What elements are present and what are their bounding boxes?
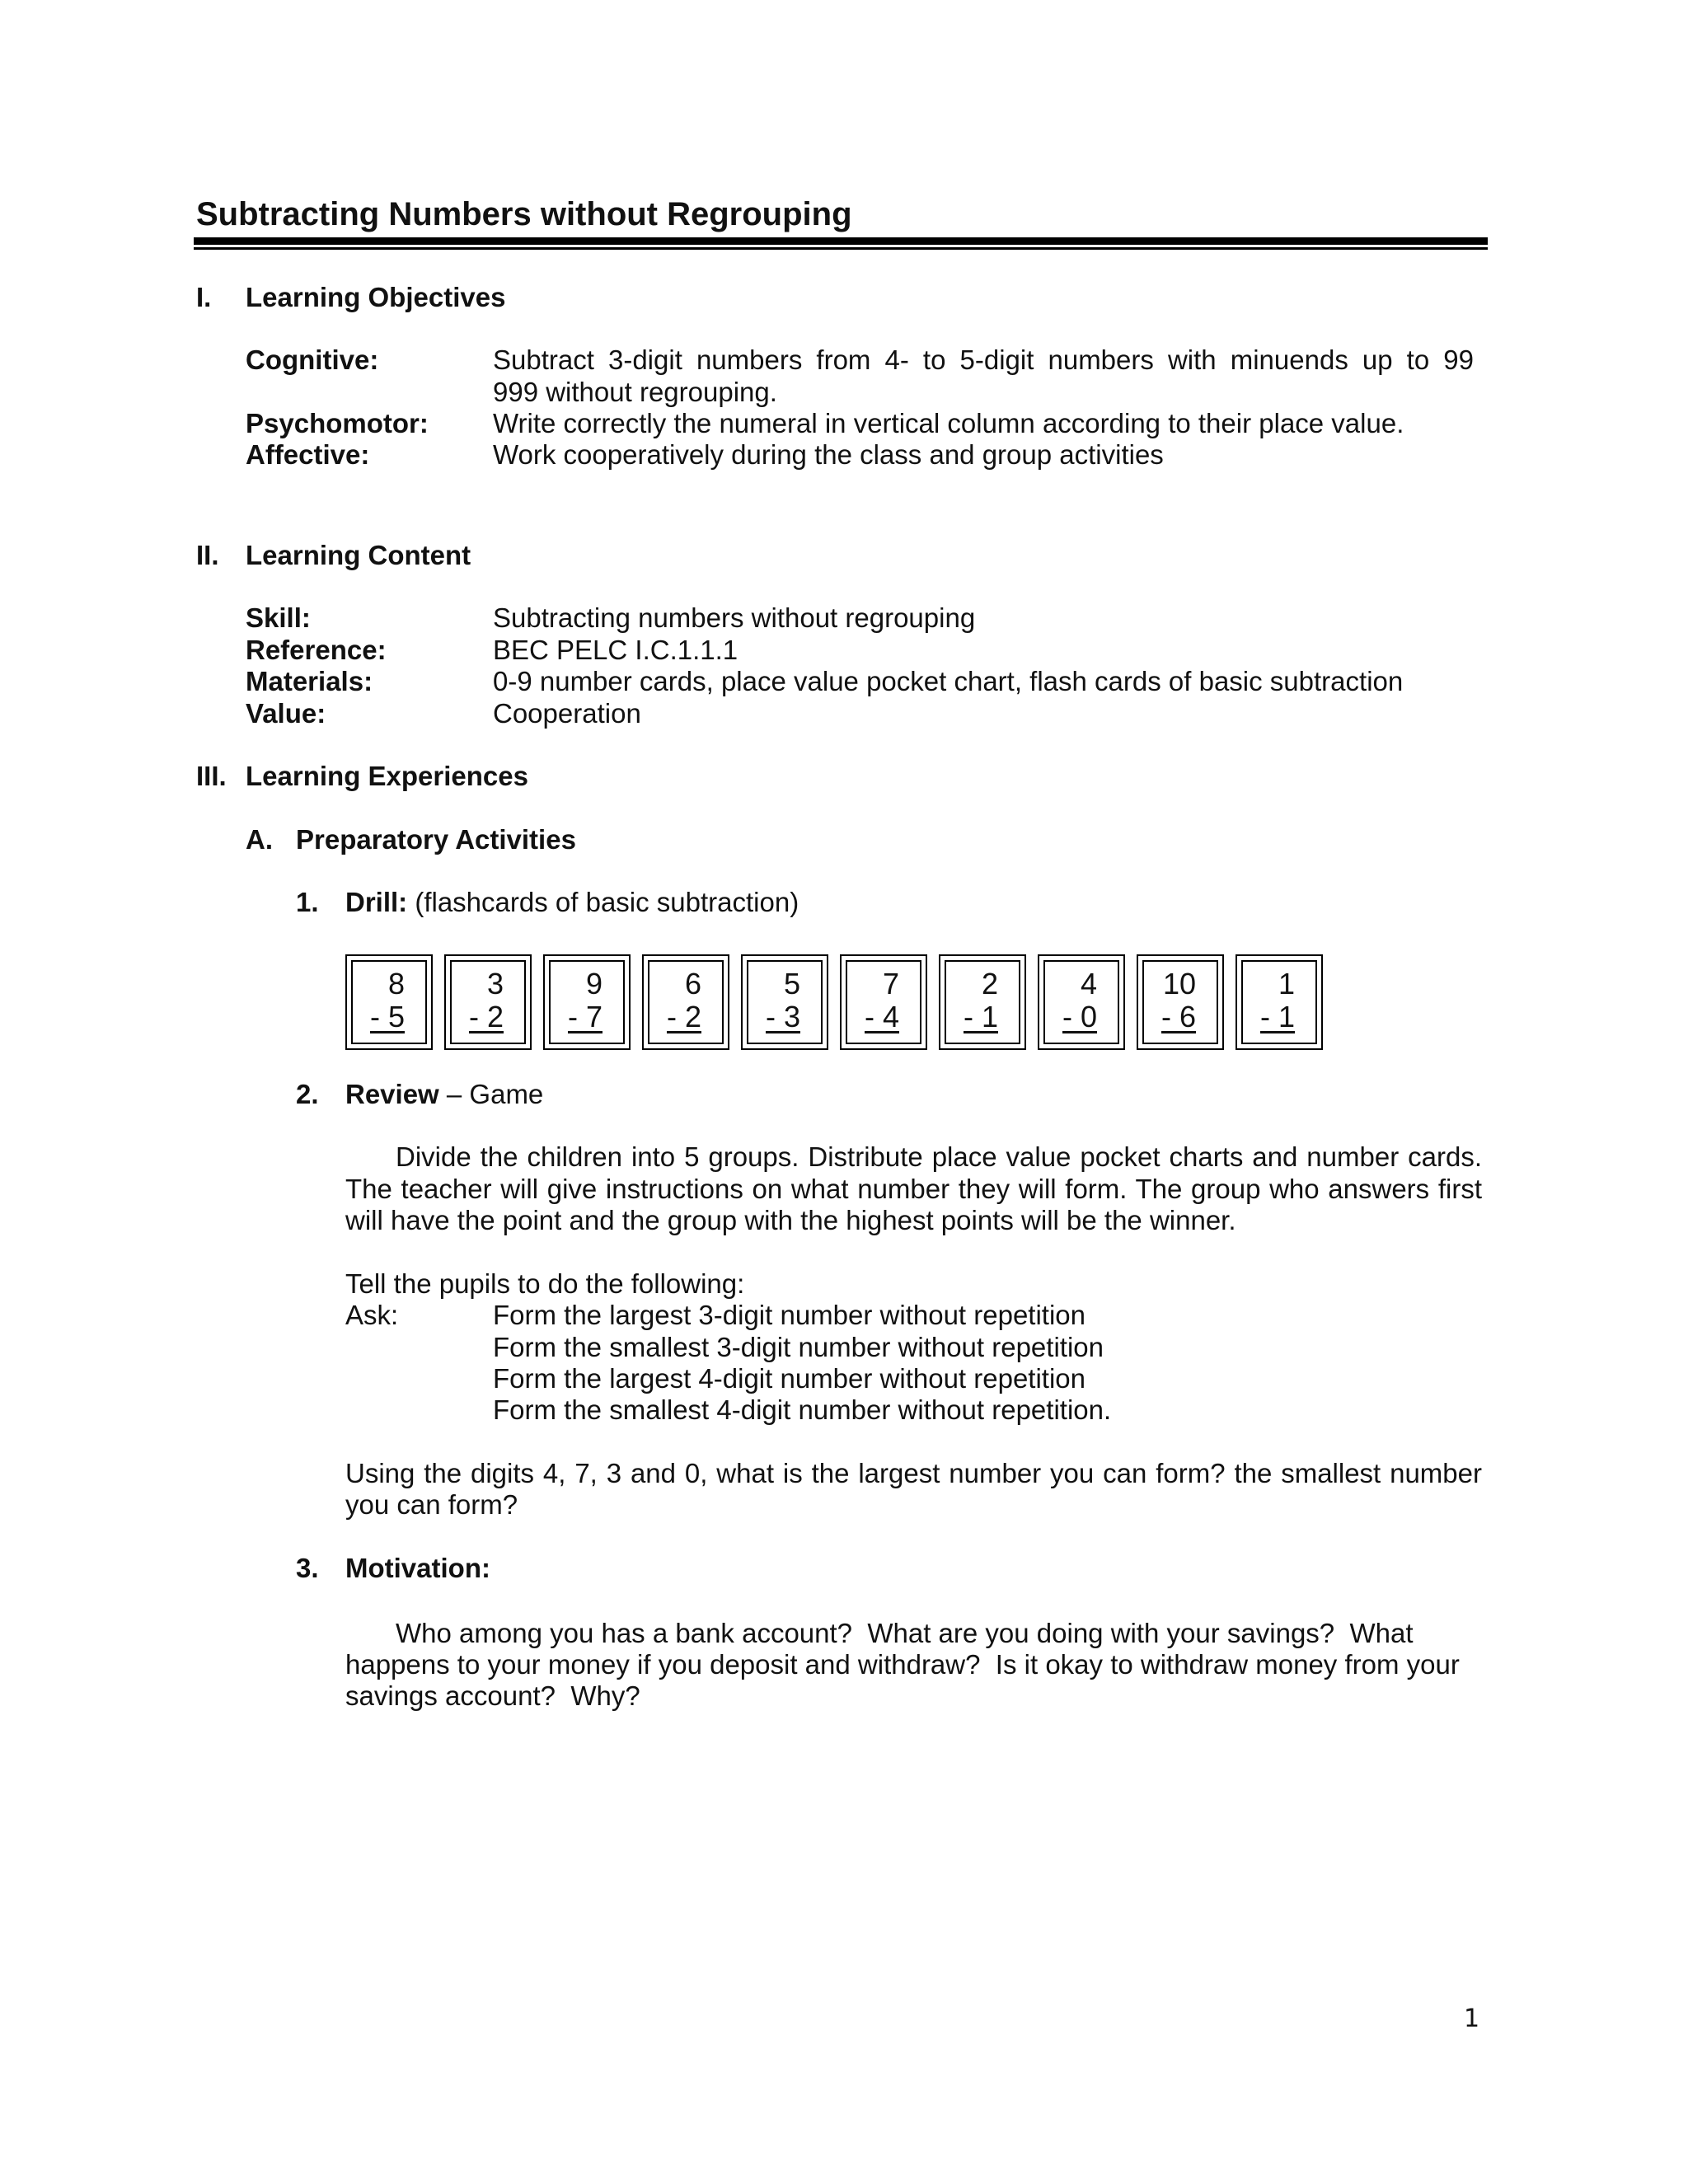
flashcard-subtrahend: - 7 [567, 1000, 603, 1033]
subsection-heading: Preparatory Activities [296, 824, 576, 855]
ask-item: Form the smallest 4-digit number without repetition. [493, 1394, 1112, 1425]
section-numeral: II. [196, 540, 219, 570]
ask-item: Form the largest 3-digit number without repetition [493, 1300, 1086, 1330]
section-heading: Learning Objectives [246, 282, 506, 312]
ask-item: Form the smallest 3-digit number without repetition [493, 1332, 1104, 1362]
flashcard [741, 954, 828, 1050]
flashcard-minuend: 9 [585, 967, 603, 1001]
section-numeral: III. [196, 761, 227, 791]
flashcard [444, 954, 532, 1050]
flashcard [1236, 954, 1323, 1050]
review-text: – Game [438, 1079, 544, 1109]
section-heading: Learning Experiences [246, 761, 528, 791]
flashcard-subtrahend: - 4 [864, 1000, 899, 1033]
digits-question-cont: you can form? [345, 1489, 518, 1520]
flashcard [543, 954, 631, 1050]
motivation-label: Motivation: [345, 1553, 490, 1583]
materials-text: 0-9 number cards, place value pocket chart, flash cards of basic subtraction [493, 666, 1404, 696]
page-number: 1 [1464, 2004, 1480, 2033]
section-heading: Learning Content [246, 540, 471, 570]
flashcard-subtrahend: - 2 [666, 1000, 701, 1033]
cognitive-text-cont: 999 without regrouping. [493, 377, 777, 407]
flashcard-subtrahend: - 1 [1259, 1000, 1295, 1033]
flashcard-minuend: 4 [1080, 967, 1097, 1001]
flashcard-minuend: 10 [1162, 967, 1196, 1001]
flashcard [345, 954, 433, 1050]
flashcard [840, 954, 927, 1050]
value-label: Value: [246, 698, 326, 729]
flashcard [939, 954, 1026, 1050]
review-line [345, 1078, 543, 1110]
title-rule-thick [194, 237, 1488, 245]
motivation-paragraph: happens to your money if you deposit and withdraw? Is it okay to withdraw money from your [345, 1649, 1460, 1680]
materials-label: Materials: [246, 666, 373, 696]
flashcard-subtrahend: - 3 [765, 1000, 800, 1033]
flashcard-minuend: 5 [783, 967, 800, 1001]
psychomotor-label: Psychomotor: [246, 408, 429, 438]
flashcard [642, 954, 729, 1050]
flashcard-minuend: 7 [882, 967, 899, 1001]
flashcard [1038, 954, 1125, 1050]
review-label: Review [345, 1079, 439, 1109]
motivation-paragraph: Who among you has a bank account? What are you doing with your savings? What [396, 1618, 1414, 1648]
reference-label: Reference: [246, 635, 387, 665]
motivation-paragraph: savings account? Why? [345, 1680, 640, 1711]
ask-label: Ask: [345, 1300, 399, 1330]
affective-label: Affective: [246, 439, 370, 470]
item-number: 1. [296, 887, 319, 917]
flashcard-minuend: 3 [486, 967, 504, 1001]
flashcard-subtrahend: - 1 [963, 1000, 998, 1033]
item-number: 2. [296, 1079, 319, 1109]
drill-line [345, 886, 799, 918]
flashcard-minuend: 8 [387, 967, 405, 1001]
subsection-letter: A. [246, 824, 273, 855]
ask-item: Form the largest 4-digit number without repetition [493, 1363, 1086, 1394]
review-paragraph: will have the point and the group with the highest points will be the winner. [345, 1205, 1236, 1235]
affective-text: Work cooperatively during the class and group activities [493, 439, 1164, 470]
skill-label: Skill: [246, 602, 311, 633]
title-rule-thin [194, 247, 1488, 250]
review-instruction: Tell the pupils to do the following: [345, 1268, 745, 1299]
flashcard-minuend: 6 [684, 967, 701, 1001]
item-number: 3. [296, 1553, 319, 1583]
flashcard-subtrahend: - 5 [369, 1000, 405, 1033]
cognitive-label: Cognitive: [246, 344, 379, 375]
page-title: Subtracting Numbers without Regrouping [196, 196, 852, 232]
skill-text: Subtracting numbers without regrouping [493, 602, 976, 633]
review-paragraph: Divide the children into 5 groups. Distribute place value pocket charts and number cards. [396, 1141, 1482, 1172]
flashcard-subtrahend: - 0 [1062, 1000, 1097, 1033]
psychomotor-text: Write correctly the numeral in vertical column according to their place value. [493, 408, 1404, 438]
flashcard [1137, 954, 1224, 1050]
review-paragraph: The teacher will give instructions on what number they will form. The group who answers first [345, 1174, 1482, 1204]
cognitive-text: Subtract 3-digit numbers from 4- to 5-digit numbers with minuends up to 99 [493, 344, 1474, 375]
digits-question: Using the digits 4, 7, 3 and 0, what is the largest number you can form? the smallest number [345, 1458, 1482, 1488]
value-text: Cooperation [493, 698, 641, 729]
drill-label: Drill: [345, 887, 408, 917]
section-numeral: I. [196, 282, 212, 312]
reference-text: BEC PELC I.C.1.1.1 [493, 635, 738, 665]
flashcard-subtrahend: - 6 [1160, 1000, 1196, 1033]
flashcard-minuend: 1 [1278, 967, 1295, 1001]
drill-text: (flashcards of basic subtraction) [407, 887, 799, 917]
flashcard-subtrahend: - 2 [468, 1000, 504, 1033]
flashcard-minuend: 2 [981, 967, 998, 1001]
